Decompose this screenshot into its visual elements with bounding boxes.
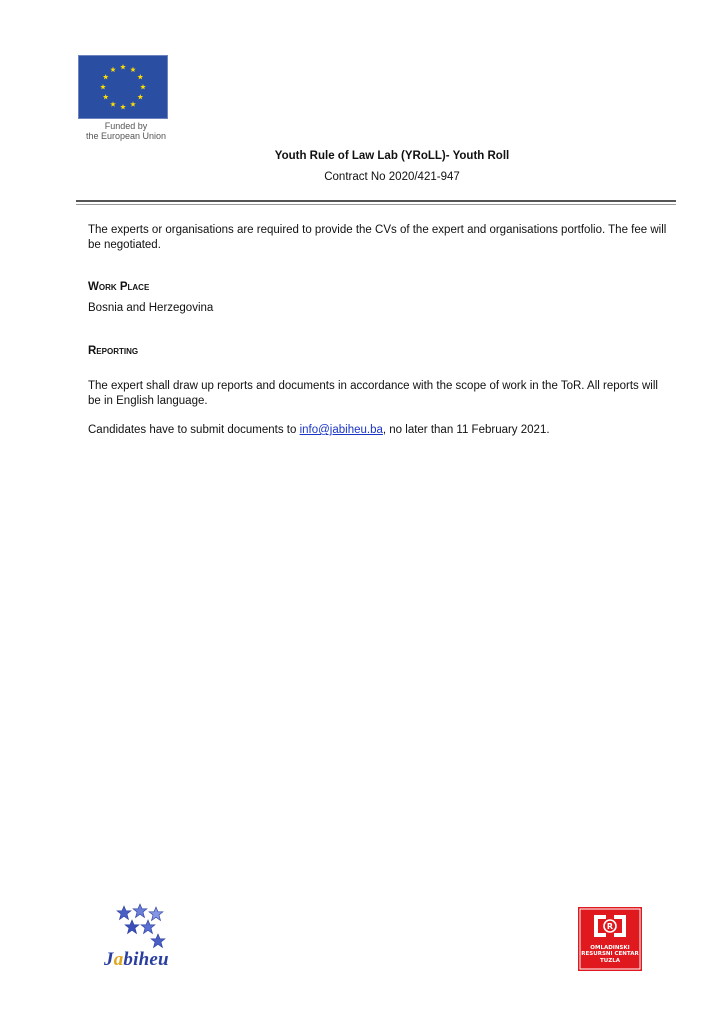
orc-line2: RESURSNI CENTAR — [581, 951, 639, 958]
orc-line1: OMLADINSKI — [590, 945, 630, 951]
orc-line3: TUZLA — [600, 957, 620, 964]
eu-star-icon — [137, 74, 143, 79]
eu-star-icon — [130, 67, 136, 72]
eu-star-icon — [100, 84, 106, 89]
eu-star-icon — [103, 74, 109, 79]
eu-star-icon — [120, 104, 126, 109]
header-divider — [76, 200, 676, 202]
eu-star-icon — [110, 101, 116, 106]
svg-text:R: R — [606, 922, 614, 931]
email-link[interactable]: info@jabiheu.ba — [299, 424, 383, 436]
eu-caption-line2: the European Union — [85, 131, 167, 141]
eu-star-icon — [137, 94, 143, 99]
work-place-value: Bosnia and Herzegovina — [88, 302, 214, 314]
jabiheu-wordmark — [104, 949, 169, 971]
header-divider-thin — [76, 204, 676, 205]
document-title: Youth Rule of Law Lab (YRoLL)- Youth Roll — [274, 150, 510, 162]
intro-paragraph: The experts or organisations are required to provide the CVs of the expert and organisations portfolio. The fee will be negotiated. — [88, 224, 667, 251]
jabiheu-wordmark-part2: a — [113, 949, 124, 970]
eu-flag-icon — [78, 55, 168, 119]
jabiheu-wordmark-part3: biheu — [123, 949, 169, 970]
eu-caption-line1: Funded by — [104, 121, 148, 131]
eu-caption — [78, 121, 174, 141]
orc-caption — [578, 945, 642, 964]
eu-logo — [78, 55, 168, 141]
eu-star-icon — [110, 67, 116, 72]
contract-number: Contract No 2020/421-947 — [324, 171, 460, 183]
eu-star-icon — [120, 64, 126, 69]
stars-icon — [104, 903, 184, 953]
orc-tuzla-logo — [578, 907, 642, 971]
eu-star-icon — [140, 84, 146, 89]
reporting-paragraph: The expert shall draw up reports and documents in accordance with the scope of work in the ToR. All reports will be in English language. — [88, 380, 658, 407]
jabiheu-logo — [104, 903, 184, 975]
candidates-paragraph — [88, 423, 673, 438]
jabiheu-wordmark-part1: J — [104, 949, 114, 970]
eu-star-icon — [103, 94, 109, 99]
candidates-suffix: , no later than 11 February 2021. — [382, 424, 550, 436]
candidates-prefix: Candidates have to submit documents to — [88, 424, 300, 436]
eu-star-icon — [130, 101, 136, 106]
reporting-heading: Reporting — [88, 345, 139, 357]
work-place-heading: Work Place — [88, 281, 150, 293]
